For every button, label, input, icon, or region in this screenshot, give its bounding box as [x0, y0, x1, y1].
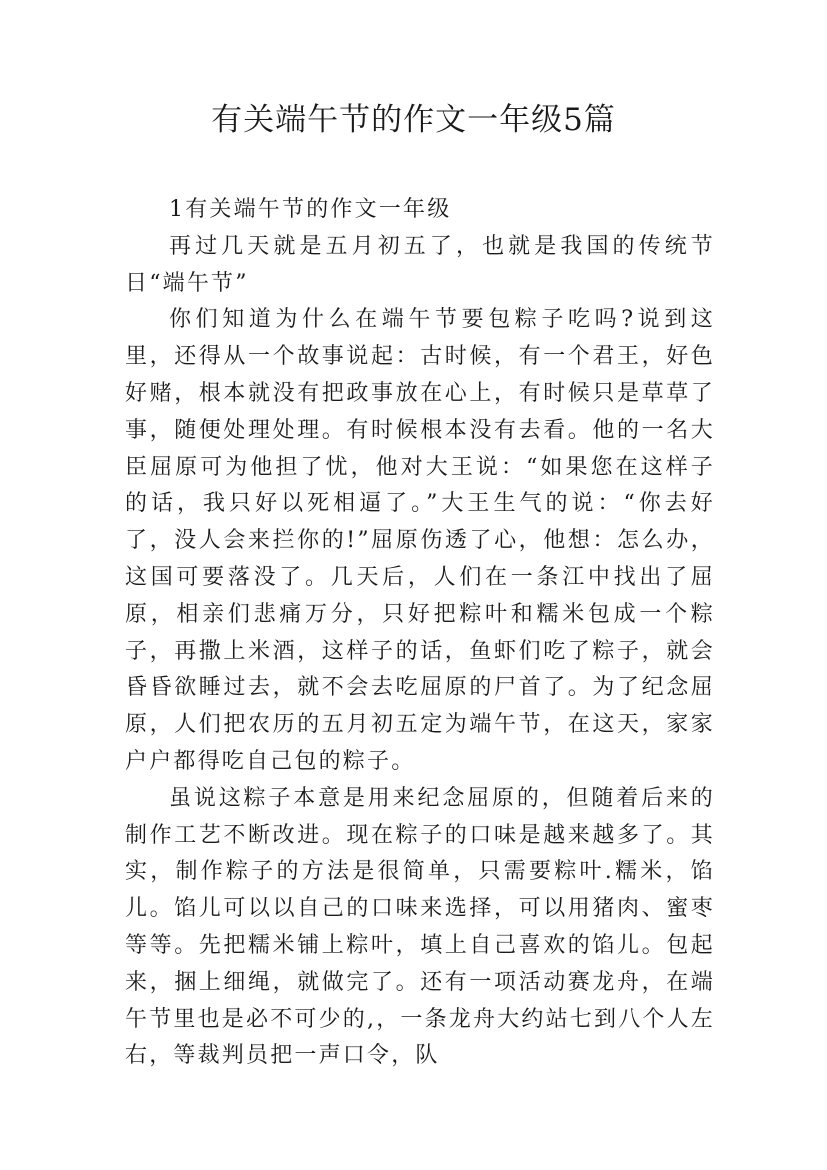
document-title: 有关端午节的作文一年级5篇	[211, 102, 616, 138]
paragraph-zongzi: 虽说这粽子本意是用来纪念屈原的，但随着后来的制作工艺不断改进。现在粽子的口味是越来越多了。其实，制作粽子的方法是很简单，只需要粽叶.糯米，馅儿。馅儿可以以自己的口味来选择，可以用猪肉、蜜枣等等。先把糯米铺上粽叶，填上自己喜欢的馅儿。包起来，捆上细绳，就做完了。还有一项活动赛龙舟，在端午节里也是必不可少的,，一条龙舟大约站七到八个人左右，等裁判员把一声口令，队	[125, 785, 715, 1069]
paragraph-story: 你们知道为什么在端午节要包粽子吃吗?说到这里，还得从一个故事说起：古时候，有一个君王，好色好赌，根本就没有把政事放在心上，有时候只是草草了事，随便处理处理。有时候根本没有去看。他的一名大臣屈原可为他担了忧，他对大王说：“如果您在这样子的话，我只好以死相逼了。”大王生气的说：“你去好了，没人会来拦你的!”屈原伤透了心，他想：怎么办，这国可要落没了。几天后，人们在一条江中找出了屈原，相亲们悲痛万分，只好把粽叶和糯米包成一个粽子，再撒上米酒，这样子的话，鱼虾们吃了粽子，就会昏昏欲睡过去，就不会去吃屈原的尸首了。为了纪念屈原，人们把农历的五月初五定为端午节，在这天，家家户户都得吃自己包的粽子。	[125, 307, 715, 774]
document-body	[125, 192, 715, 1075]
paragraph-intro: 再过几天就是五月初五了，也就是我国的传统节日“端午节”	[125, 233, 715, 296]
section-heading: 1有关端午节的作文一年级	[169, 197, 452, 222]
